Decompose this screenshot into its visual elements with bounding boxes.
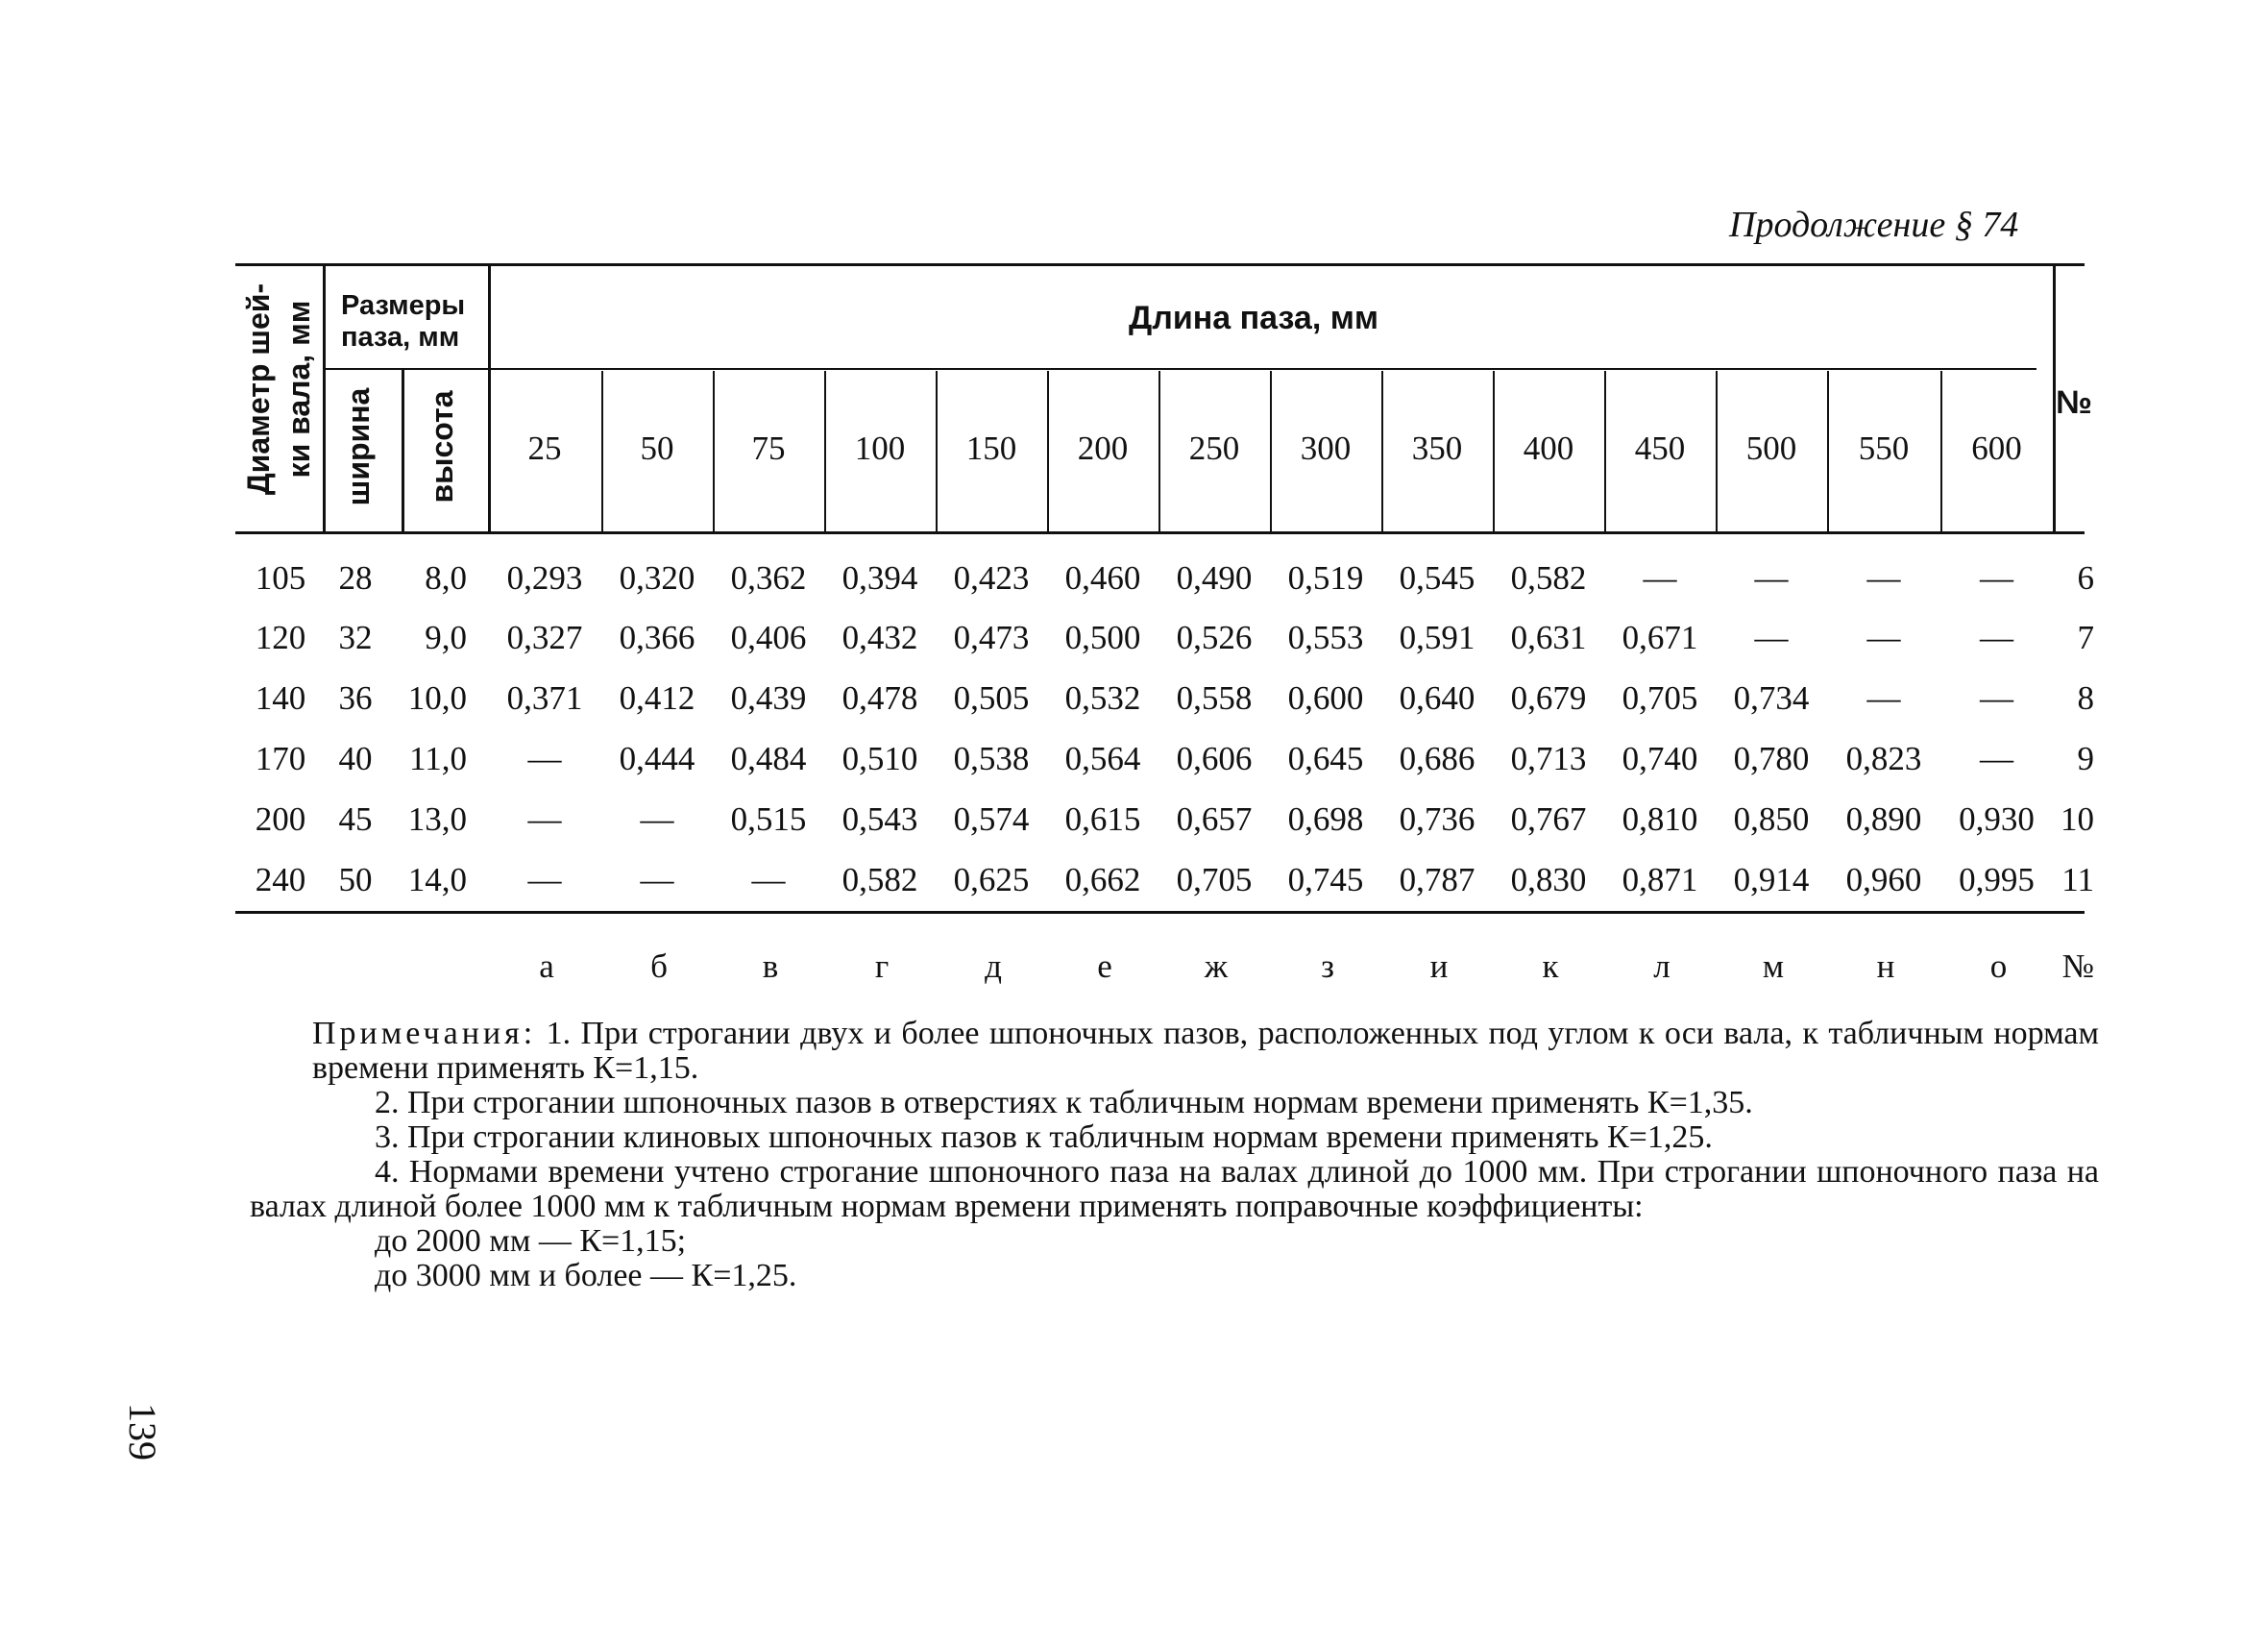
- note-3: 3. При строгании клиновых шпоночных пазов к табличным нормам времени применять К=1,25.: [375, 1119, 1713, 1155]
- column-letter: л: [1653, 947, 1671, 985]
- row-value: 0,787: [1399, 861, 1475, 898]
- length-col-rule: [1158, 371, 1160, 532]
- row-width: 28: [338, 559, 373, 597]
- row-value: —: [1980, 679, 2013, 717]
- length-col-rule: [1047, 371, 1049, 532]
- row-value: 0,600: [1287, 679, 1364, 717]
- continuation-caption: Продолжение § 74: [1729, 205, 2019, 245]
- row-value: —: [751, 861, 786, 898]
- groove-sizes-header: Размеры паза, мм: [341, 290, 466, 353]
- col-rule: [402, 369, 404, 532]
- row-value: —: [640, 861, 674, 898]
- row-value: —: [527, 740, 562, 777]
- row-value: 0,823: [1845, 740, 1922, 777]
- row-value: 0,713: [1510, 740, 1587, 777]
- column-letter: ж: [1204, 947, 1229, 985]
- row-diameter: 200: [255, 800, 306, 838]
- row-height: 11,0: [409, 740, 467, 777]
- row-value: 0,606: [1176, 740, 1253, 777]
- col-rule: [323, 265, 326, 532]
- length-header-rule: [490, 368, 2036, 370]
- row-value: 0,490: [1176, 559, 1253, 597]
- row-value: 0,500: [1064, 619, 1141, 656]
- length-col-rule: [1270, 371, 1272, 532]
- row-height: 8,0: [425, 559, 467, 597]
- length-col-rule: [824, 371, 826, 532]
- row-value: 0,662: [1064, 861, 1141, 898]
- column-letter: м: [1762, 947, 1785, 985]
- row-value: 0,780: [1733, 740, 1810, 777]
- length-col-header: 200: [1077, 430, 1129, 467]
- row-value: 0,995: [1959, 861, 2035, 898]
- row-value: —: [1754, 559, 1789, 597]
- row-number: 10: [2061, 800, 2094, 838]
- row-value: 0,686: [1399, 740, 1475, 777]
- length-col-rule: [1940, 371, 1942, 532]
- row-value: 0,810: [1622, 800, 1698, 838]
- row-height: 9,0: [425, 619, 467, 656]
- row-value: 0,371: [506, 679, 583, 717]
- row-value: 0,705: [1176, 861, 1253, 898]
- notes-label: Примечания:: [312, 1016, 537, 1051]
- row-value: —: [527, 800, 562, 838]
- column-letter: а: [539, 947, 554, 985]
- row-value: 0,679: [1510, 679, 1587, 717]
- length-col-rule: [1493, 371, 1495, 532]
- column-letter: з: [1321, 947, 1334, 985]
- length-col-rule: [601, 371, 603, 532]
- row-value: 0,625: [953, 861, 1030, 898]
- row-value: 0,412: [619, 679, 695, 717]
- row-value: 0,460: [1064, 559, 1141, 597]
- row-width: 36: [338, 679, 373, 717]
- letters-number-label: №: [2061, 947, 2094, 985]
- row-width: 50: [338, 861, 373, 898]
- length-col-header: 75: [751, 430, 786, 467]
- row-value: 0,484: [730, 740, 807, 777]
- row-value: 0,543: [841, 800, 918, 838]
- length-col-header: 500: [1745, 430, 1797, 467]
- note-4: 4. Нормами времени учтено строгание шпоночного паза на валах длиной до 1000 мм. При строгании шпоночного паза на валах длиной более 1000 мм к табличным нормам времени применять поправочные коэффициенты:: [250, 1154, 2099, 1224]
- row-value: 0,519: [1287, 559, 1364, 597]
- row-value: —: [1643, 559, 1677, 597]
- row-value: 0,423: [953, 559, 1030, 597]
- row-width: 45: [338, 800, 373, 838]
- row-value: 0,564: [1064, 740, 1141, 777]
- row-value: —: [1980, 740, 2013, 777]
- column-letter: н: [1876, 947, 1895, 985]
- column-letter: г: [874, 947, 890, 985]
- column-letter: б: [650, 947, 668, 985]
- notes-block: [250, 1016, 2099, 1293]
- note-5: до 2000 мм — К=1,15;: [375, 1223, 687, 1259]
- row-value: 0,406: [730, 619, 807, 656]
- row-value: 0,960: [1845, 861, 1922, 898]
- length-col-header: 100: [854, 430, 906, 467]
- length-col-rule: [1604, 371, 1606, 532]
- note-2: 2. При строгании шпоночных пазов в отверстиях к табличным нормам времени применять К=1,35.: [375, 1085, 1753, 1120]
- length-col-header: 150: [965, 430, 1017, 467]
- row-height: 14,0: [407, 861, 467, 898]
- row-diameter: 240: [255, 861, 306, 898]
- row-value: 0,582: [841, 861, 918, 898]
- row-value: 0,553: [1287, 619, 1364, 656]
- row-value: 0,582: [1510, 559, 1587, 597]
- row-value: —: [1866, 559, 1901, 597]
- row-width: 40: [338, 740, 373, 777]
- row-value: 0,293: [506, 559, 583, 597]
- length-col-header: 450: [1634, 430, 1686, 467]
- row-value: 0,394: [841, 559, 918, 597]
- row-value: 0,510: [841, 740, 918, 777]
- row-value: 0,538: [953, 740, 1030, 777]
- number-header: №: [2056, 384, 2092, 421]
- row-value: —: [527, 861, 562, 898]
- row-value: 0,366: [619, 619, 695, 656]
- row-value: 0,515: [730, 800, 807, 838]
- row-value: 0,532: [1064, 679, 1141, 717]
- diameter-header: Диаметр шей- ки вала, мм: [241, 283, 316, 496]
- row-value: 0,914: [1733, 861, 1810, 898]
- column-letter: е: [1097, 947, 1112, 985]
- row-number: 7: [2077, 619, 2094, 656]
- row-diameter: 105: [255, 559, 306, 597]
- column-letter: к: [1542, 947, 1559, 985]
- row-diameter: 170: [255, 740, 306, 777]
- row-diameter: 140: [255, 679, 306, 717]
- row-value: 0,432: [841, 619, 918, 656]
- length-col-header: 250: [1188, 430, 1240, 467]
- page-number: 139: [121, 1403, 164, 1461]
- table-top-rule: [235, 263, 2085, 266]
- row-value: 0,734: [1733, 679, 1810, 717]
- row-value: 0,830: [1510, 861, 1587, 898]
- row-value: —: [1754, 619, 1789, 656]
- length-col-header: 400: [1523, 430, 1574, 467]
- row-value: 0,591: [1399, 619, 1475, 656]
- row-value: 0,767: [1510, 800, 1587, 838]
- row-value: 0,615: [1064, 800, 1141, 838]
- length-col-rule: [1827, 371, 1829, 532]
- row-value: 0,526: [1176, 619, 1253, 656]
- row-height: 10,0: [407, 679, 467, 717]
- row-value: 0,930: [1959, 800, 2035, 838]
- length-col-header: 600: [1971, 430, 2022, 467]
- note-6: до 3000 мм и более — К=1,25.: [375, 1258, 797, 1293]
- column-letter: в: [762, 947, 779, 985]
- row-value: 0,657: [1176, 800, 1253, 838]
- row-number: 9: [2077, 740, 2094, 777]
- row-value: 0,320: [619, 559, 695, 597]
- length-col-header: 25: [527, 430, 562, 467]
- length-header: Длина паза, мм: [1129, 300, 1379, 336]
- length-col-rule: [1716, 371, 1718, 532]
- row-value: 0,890: [1845, 800, 1922, 838]
- row-diameter: 120: [255, 619, 306, 656]
- row-value: 0,327: [506, 619, 583, 656]
- length-col-header: 300: [1300, 430, 1352, 467]
- length-col-header: 50: [640, 430, 674, 467]
- row-number: 11: [2061, 861, 2094, 898]
- note-1: 1. При строгании двух и более шпоночных пазов, расположенных под углом к оси вала, к табличным нормам времени применять К=1,15.: [312, 1016, 2099, 1086]
- row-value: —: [1866, 619, 1901, 656]
- row-value: 0,478: [841, 679, 918, 717]
- row-value: —: [1866, 679, 1901, 717]
- column-letter: и: [1429, 947, 1449, 985]
- row-value: 0,631: [1510, 619, 1587, 656]
- row-value: 0,871: [1622, 861, 1698, 898]
- row-value: 0,505: [953, 679, 1030, 717]
- row-value: 0,736: [1399, 800, 1475, 838]
- row-value: 0,545: [1399, 559, 1475, 597]
- row-value: —: [640, 800, 674, 838]
- column-letter: д: [985, 947, 1002, 985]
- length-col-rule: [713, 371, 715, 532]
- col-rule: [488, 265, 491, 532]
- row-value: 0,740: [1622, 740, 1698, 777]
- row-height: 13,0: [407, 800, 467, 838]
- row-value: 0,473: [953, 619, 1030, 656]
- length-col-rule: [1381, 371, 1383, 532]
- row-number: 8: [2077, 679, 2094, 717]
- row-value: 0,439: [730, 679, 807, 717]
- groove-header-rule: [325, 368, 488, 370]
- length-col-rule: [936, 371, 938, 532]
- row-value: 0,558: [1176, 679, 1253, 717]
- row-value: 0,745: [1287, 861, 1364, 898]
- width-header: ширина: [341, 387, 376, 506]
- row-width: 32: [338, 619, 373, 656]
- row-value: 0,705: [1622, 679, 1698, 717]
- row-value: 0,645: [1287, 740, 1364, 777]
- row-value: 0,362: [730, 559, 807, 597]
- row-value: 0,698: [1287, 800, 1364, 838]
- table-bottom-rule: [235, 911, 2085, 914]
- row-value: 0,850: [1733, 800, 1810, 838]
- column-letter: о: [1989, 947, 2008, 985]
- row-value: 0,444: [619, 740, 695, 777]
- length-col-header: 350: [1411, 430, 1463, 467]
- row-value: 0,574: [953, 800, 1030, 838]
- row-number: 6: [2077, 559, 2094, 597]
- height-header: высота: [425, 390, 459, 504]
- row-value: 0,640: [1399, 679, 1475, 717]
- row-value: —: [1980, 619, 2013, 656]
- length-col-header: 550: [1858, 430, 1910, 467]
- row-value: 0,671: [1622, 619, 1698, 656]
- row-value: —: [1980, 559, 2013, 597]
